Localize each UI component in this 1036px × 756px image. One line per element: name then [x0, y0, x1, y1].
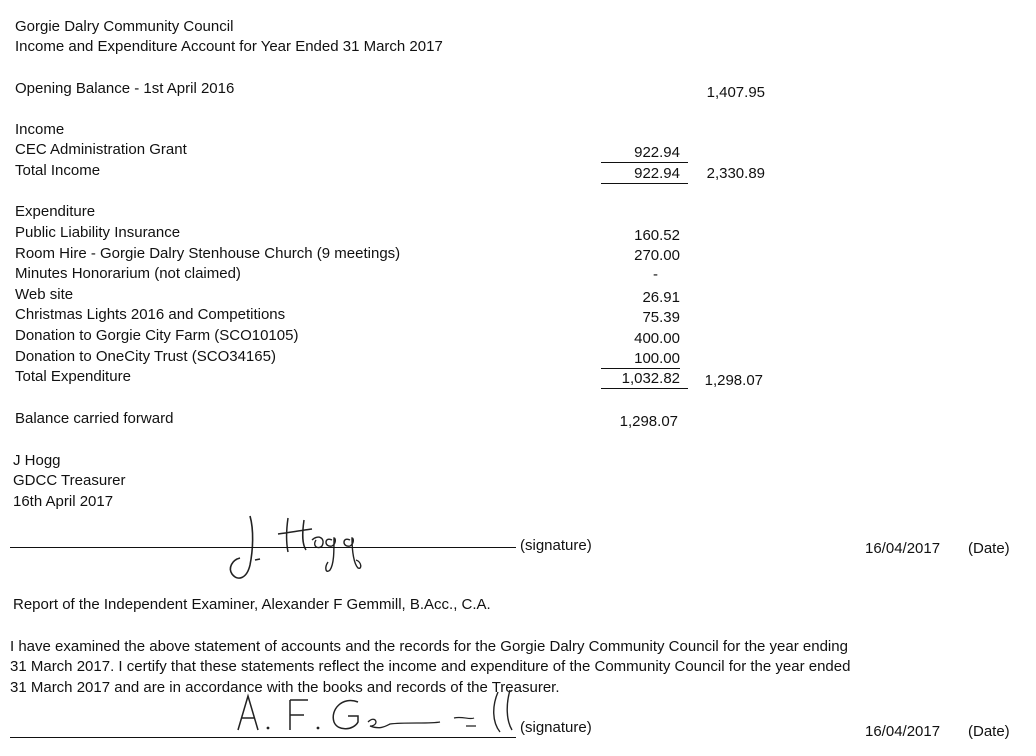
examiner-heading: Report of the Independent Examiner, Alexander F Gemmill, B.Acc., C.A.: [13, 596, 491, 613]
expenditure-item-label: Room Hire - Gorgie Dalry Stenhouse Church (9 meetings): [15, 245, 401, 262]
examiner-signature-caption: (signature): [520, 719, 592, 736]
running-balance-after-expenditure: 1,298.07: [704, 372, 763, 389]
total-income-amount: 922.94: [601, 165, 688, 184]
treasurer-signed-date: 16/04/2017: [865, 540, 941, 557]
examiner-signature-line: [10, 737, 516, 738]
treasurer-date: 16th April 2017: [13, 493, 114, 510]
treasurer-name: J Hogg: [13, 452, 61, 469]
examiner-statement-line: I have examined the above statement of accounts and the records for the Gorgie Dalry Community Council for the year ending: [10, 638, 848, 655]
opening-balance-amount: 1,407.95: [706, 84, 765, 101]
expenditure-item-label: Web site: [15, 286, 74, 303]
examiner-date-caption: (Date): [968, 723, 1010, 740]
balance-carried-forward-label: Balance carried forward: [15, 410, 174, 427]
treasurer-date-caption: (Date): [968, 540, 1010, 557]
examiner-signature: [230, 688, 520, 743]
expenditure-item-label: Donation to OneCity Trust (SCO34165): [15, 348, 276, 365]
total-expenditure-label: Total Expenditure: [15, 368, 131, 385]
expenditure-item-amount: -: [653, 266, 658, 283]
page-title: Income and Expenditure Account for Year Ended 31 March 2017: [15, 38, 443, 55]
total-expenditure-amount: 1,032.82: [601, 370, 688, 389]
expenditure-item-amount: 75.39: [642, 309, 680, 326]
expenditure-item-label: Donation to Gorgie City Farm (SCO10105): [15, 327, 299, 344]
expenditure-item-amount: 400.00: [634, 330, 680, 347]
expenditure-item-amount: 26.91: [642, 289, 680, 306]
opening-balance-label: Opening Balance - 1st April 2016: [15, 80, 235, 97]
expenditure-item-amount: 100.00: [601, 350, 680, 369]
examiner-signed-date: 16/04/2017: [865, 723, 941, 740]
organisation-name: Gorgie Dalry Community Council: [15, 18, 234, 35]
expenditure-item-amount: 270.00: [634, 247, 680, 264]
treasurer-role: GDCC Treasurer: [13, 472, 126, 489]
examiner-statement-line: 31 March 2017 and are in accordance with the books and records of the Treasurer.: [10, 679, 560, 696]
income-item-label: CEC Administration Grant: [15, 141, 187, 158]
expenditure-heading: Expenditure: [15, 203, 96, 220]
examiner-statement-line: 31 March 2017. I certify that these statements reflect the income and expenditure of the Community Council for the year ended: [10, 658, 851, 675]
balance-carried-forward-amount: 1,298.07: [619, 413, 678, 430]
expenditure-item-label: Christmas Lights 2016 and Competitions: [15, 306, 286, 323]
treasurer-signature: [220, 510, 380, 590]
treasurer-signature-line: [10, 547, 516, 548]
treasurer-signature-caption: (signature): [520, 537, 592, 554]
running-balance-after-income: 2,330.89: [706, 165, 765, 182]
income-item-amount: 922.94: [601, 144, 688, 163]
total-income-label: Total Income: [15, 162, 101, 179]
expenditure-item-label: Public Liability Insurance: [15, 224, 181, 241]
expenditure-item-label: Minutes Honorarium (not claimed): [15, 265, 241, 282]
income-heading: Income: [15, 121, 65, 138]
expenditure-item-amount: 160.52: [634, 227, 680, 244]
